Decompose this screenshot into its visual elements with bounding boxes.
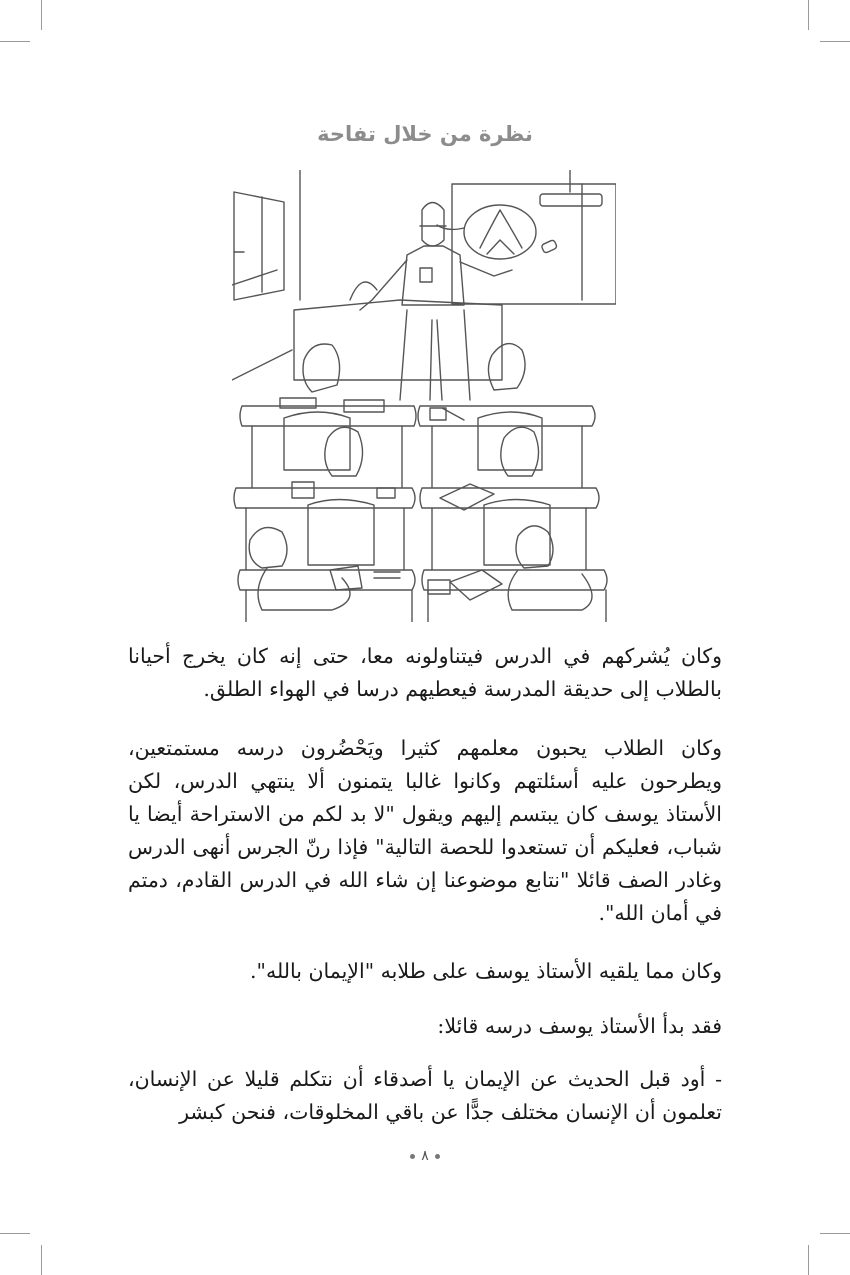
crop-mark-top-right-vertical — [808, 0, 809, 30]
page-number-footer — [0, 1148, 850, 1164]
crop-mark-top-left-horizontal — [0, 41, 30, 42]
paragraph-1: وكان يُشركهم في الدرس فيتناولونه معا، حتى إنه كان يخرج أحيانا بالطلاب إلى حديقة المدرسة فيعطيهم درسا في الهواء الطلق. — [128, 644, 722, 701]
crop-mark-bottom-right-vertical — [808, 1245, 809, 1275]
crop-mark-bottom-right-horizontal — [820, 1233, 850, 1234]
page-number: ٨ — [421, 1148, 429, 1164]
paragraph-5: - أود قبل الحديث عن الإيمان يا أصدقاء أن نتكلم قليلا عن الإنسان، تعلمون أن الإنسان مختلف جدًّا عن باقي المخلوقات، فنحن كبشر — [128, 1067, 722, 1124]
crop-mark-top-left-vertical — [41, 0, 42, 30]
paragraph-2: وكان الطلاب يحبون معلمهم كثيرا ويَحْضُرون درسه مستمتعين، ويطرحون عليه أسئلتهم وكانوا غالبا يتمنون ألا ينتهي الدرس، لكن الأستاذ يوسف كان يبتسم إليهم ويقول "لا بد لكم من الاستراحة أيضا يا شباب، فعليكم أن تستعدوا للحصة التالية" فإذا رنّ الجرس أنهى الدرس وغادر الصف قائلا "نتابع موضوعنا إن شاء الله في الدرس القادم، دمتم في أمان الله". — [128, 736, 722, 925]
crop-mark-bottom-left-vertical — [41, 1245, 42, 1275]
paragraph-4: فقد بدأ الأستاذ يوسف درسه قائلا: — [437, 1014, 722, 1038]
paragraph-3: وكان مما يلقيه الأستاذ يوسف على طلابه "الإيمان بالله". — [250, 959, 722, 983]
classroom-illustration-icon — [232, 170, 616, 622]
running-head: نظرة من خلال تفاحة — [317, 122, 533, 146]
crop-mark-bottom-left-horizontal — [0, 1233, 30, 1234]
crop-mark-top-right-horizontal — [820, 41, 850, 42]
bullet-icon — [410, 1154, 415, 1159]
bullet-icon — [435, 1154, 440, 1159]
